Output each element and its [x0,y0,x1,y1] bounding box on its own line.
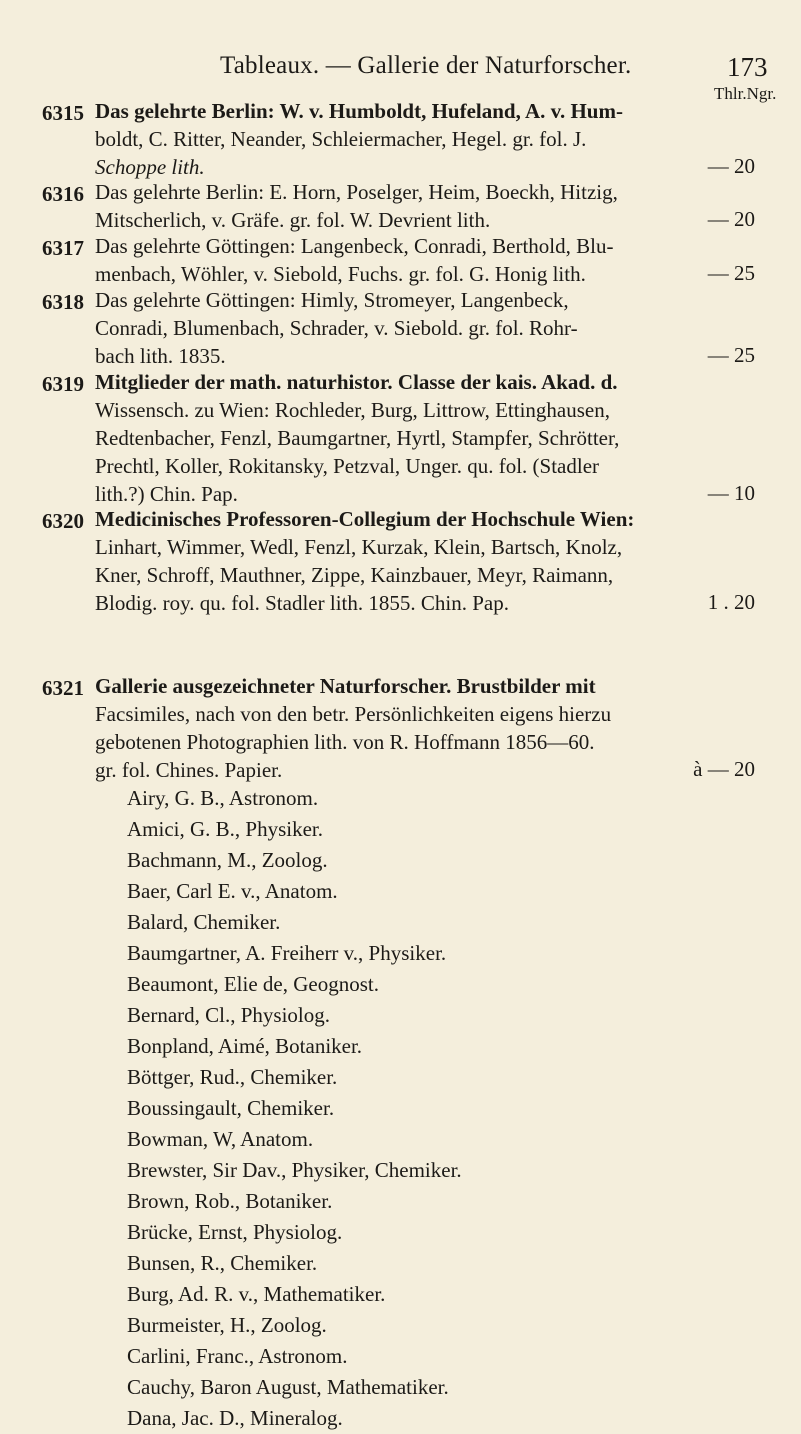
list-item: Amici, G. B., Physiker. [127,817,324,841]
list-item: Beaumont, Elie de, Geognost. [127,972,379,996]
list-item: Dana, Jac. D., Mineralog. [127,1406,343,1430]
entry-number: 6321 [42,676,84,700]
entry-line: Mitscherlich, v. Gräfe. gr. fol. W. Devrient lith. [95,208,491,232]
entry-price: à — 20 [693,757,755,781]
entry-line: Schoppe lith. [95,155,205,179]
list-item: Burg, Ad. R. v., Mathematiker. [127,1282,386,1306]
entry-line: Facsimiles, nach von den betr. Persönlichkeiten eigens hierzu [95,702,612,726]
entry-line: Blodig. roy. qu. fol. Stadler lith. 1855. Chin. Pap. [95,591,509,615]
list-item: Brown, Rob., Botaniker. [127,1189,333,1213]
entry-line: Das gelehrte Göttingen: Langenbeck, Conradi, Berthold, Blu- [95,234,614,258]
entry-number: 6315 [42,101,84,125]
running-head [0,52,801,86]
page-number: 173 [727,52,768,82]
list-item: Bonpland, Aimé, Botaniker. [127,1034,363,1058]
list-item: Burmeister, H., Zoolog. [127,1313,327,1337]
entry-line: lith.?) Chin. Pap. [95,482,238,506]
list-item: Boussingault, Chemiker. [127,1096,335,1120]
list-item: Bachmann, M., Zoolog. [127,848,328,872]
entry-price: — 25 [707,343,755,367]
entry-price: — 20 [707,207,755,231]
list-item: Cauchy, Baron August, Mathematiker. [127,1375,449,1399]
list-item: Brewster, Sir Dav., Physiker, Chemiker. [127,1158,462,1182]
entry-line: Medicinisches Professoren-Collegium der Hochschule Wien: [95,507,635,531]
entry-line: Kner, Schroff, Mauthner, Zippe, Kainzbauer, Meyr, Raimann, [95,563,614,587]
entry-price: — 25 [707,261,755,285]
currency-heading: Thlr.Ngr. [714,84,777,103]
entry-line: Linhart, Wimmer, Wedl, Fenzl, Kurzak, Klein, Bartsch, Knolz, [95,535,623,559]
entry-price: — 20 [707,154,755,178]
entry-line: Mitglieder der math. naturhistor. Classe der kais. Akad. d. [95,370,618,394]
naturalist-list [127,783,462,1434]
entry-line: Redtenbacher, Fenzl, Baumgartner, Hyrtl, Stampfer, Schrötter, [95,426,620,450]
running-title: Tableaux. — Gallerie der Naturforscher. [220,52,632,79]
entry-number: 6319 [42,372,84,396]
entry-price: — 10 [707,481,755,505]
list-item: Bunsen, R., Chemiker. [127,1251,318,1275]
entry-line: Das gelehrte Berlin: E. Horn, Poselger, Heim, Boeckh, Hitzig, [95,180,618,204]
list-item: Carlini, Franc., Astronom. [127,1344,348,1368]
entry-price: 1 . 20 [707,590,755,614]
entry-number: 6316 [42,182,84,206]
entry-number: 6320 [42,509,84,533]
entry-line: Das gelehrte Göttingen: Himly, Stromeyer, Langenbeck, [95,288,569,312]
list-item: Böttger, Rud., Chemiker. [127,1065,338,1089]
entry-line: Conradi, Blumenbach, Schrader, v. Siebold. gr. fol. Rohr- [95,316,578,340]
list-item: Bowman, W, Anatom. [127,1127,314,1151]
entry-number: 6318 [42,290,84,314]
entry-line: bach lith. 1835. [95,344,226,368]
entry-line: menbach, Wöhler, v. Siebold, Fuchs. gr. fol. G. Honig lith. [95,262,586,286]
entry-line: Wissensch. zu Wien: Rochleder, Burg, Littrow, Ettinghausen, [95,398,610,422]
list-item: Baer, Carl E. v., Anatom. [127,879,338,903]
entry-line: boldt, C. Ritter, Neander, Schleiermacher, Hegel. gr. fol. J. [95,127,587,151]
entry-line: Das gelehrte Berlin: W. v. Humboldt, Hufeland, A. v. Hum- [95,99,623,123]
entry-line: gebotenen Photographien lith. von R. Hoffmann 1856—60. [95,730,595,754]
list-item: Brücke, Ernst, Physiolog. [127,1220,343,1244]
list-item: Balard, Chemiker. [127,910,281,934]
entry-line: Gallerie ausgezeichneter Naturforscher. Brustbilder mit [95,674,596,698]
list-item: Bernard, Cl., Physiolog. [127,1003,330,1027]
entry-line: Prechtl, Koller, Rokitansky, Petzval, Unger. qu. fol. (Stadler [95,454,600,478]
entry-number: 6317 [42,236,84,260]
list-item: Airy, G. B., Astronom. [127,786,319,810]
entry-line: gr. fol. Chines. Papier. [95,758,283,782]
list-item: Baumgartner, A. Freiherr v., Physiker. [127,941,447,965]
